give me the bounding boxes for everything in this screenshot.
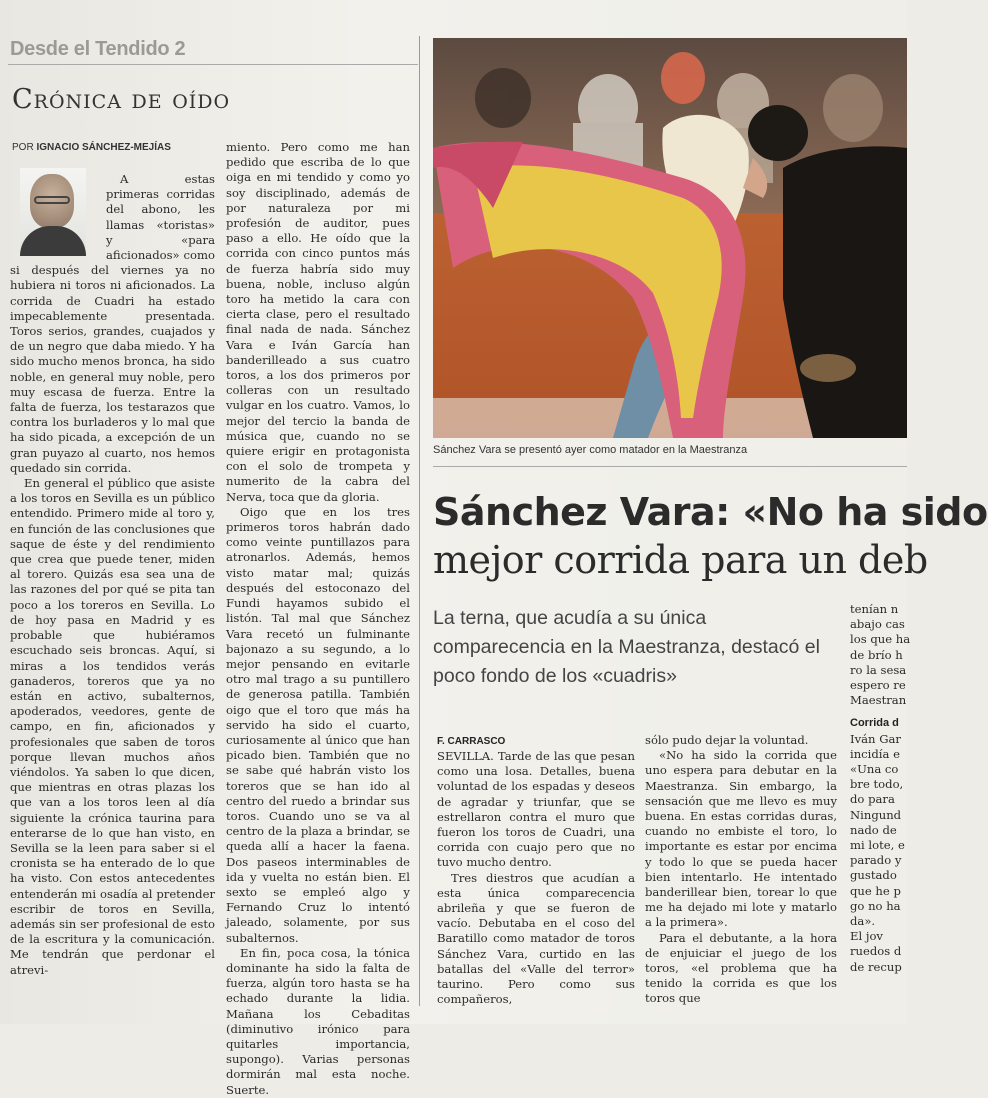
- bullfight-photo: [433, 38, 907, 438]
- col3-line: El jov: [850, 929, 883, 944]
- col3-line: abajo cas: [850, 617, 905, 632]
- col4-paragraph-2: Tres diestros que acudían a esta única comparecencia abrileña y que se fueron de vacío. Debutaba en el coso del Baratillo como matador de toros Sánchez Vara, curtido en las batallas del «Valle del terror» taurino. Pero como sus compañeros,: [437, 870, 635, 1007]
- article-text-col5: [645, 733, 837, 1007]
- col3-line: incidía e: [850, 746, 900, 761]
- col4-paragraph-1: SEVILLA. Tarde de las que pesan como una losa. Detalles, buena voluntad de los espadas y deseos de agradar y triunfar, que se estrellaron contra el muro que fueron los toros de Cuadri, una corrida con cuajo pero que no tuvo mucho dentro.: [437, 749, 635, 870]
- col2-paragraph-1: miento. Pero como me han pedido que escriba de lo que oiga en mi tendido y como yo soy disciplinado, además de por naturaleza por mi profesión de auditor, pues paso a ello. He oído que la corrida con cinco puntos más de fuerza habría sido muy buena, noble, incluso algún toro ha metido la cara con cierta clase, pero el resultado final nada de nada. Sánchez Vara e Iván García han banderilleado a sus cuatro toros, a los dos primeros por colleras con un resultado vulgar en los cuatro. Vamos, lo mejor del tercio la banda de música que, cuando no se quiere erigir en protagonista con el solo de trompeta y numerito de la cabra del Nerva, toca que da gloria.: [226, 140, 410, 504]
- column-separator: [419, 36, 420, 1006]
- col3-line: de brío h: [850, 647, 903, 662]
- column-title: Crónica de oído: [12, 84, 231, 115]
- col2-paragraph-2: Oigo que en los tres primeros toros habrán dado como veinte puntillazos para atronarlos. Además, hemos visto matar mal; quizás después del estoconazo del Fundi hayamos subido el listón. Tal mal que Sánchez Vara recetó un fulminante bajonazo a su segundo, a lo mejor pensando en evitarle otro mal trago a su puntillero de generosa patilla. También oigo que el toro que más ha servido ha sido el cuarto, curiosamente al único que han picado bien. También que no se sabe qué habrán visto los toreros que se han ido al centro del ruedo a brindar sus toros. Cuando uno se va al centro de la plaza a brindar, se queda allí a hacer la faena. Dos paseos interminables de ida y vuelta no están bien. El sexto se empleó algo y Fernando Cruz lo intentó jaleado, solamente, por sus subalternos.: [226, 504, 410, 945]
- col3-line: que he p: [850, 883, 901, 898]
- col3-line: bre todo,: [850, 777, 904, 792]
- photo-caption: Sánchez Vara se presentó ayer como matador en la Maestranza: [433, 444, 748, 456]
- headline-line-1: Sánchez Vara: «No ha sido: [433, 490, 988, 534]
- headline-line-2: mejor corrida para un deb: [433, 538, 928, 582]
- article-headline: [433, 488, 988, 584]
- col5-paragraph-3: Para el debutante, a la hora de enjuiciar el juego de los toros, «el problema que ha tenido la corrida es que los toros que: [645, 930, 837, 1006]
- col3-line: gustado: [850, 868, 897, 883]
- article-text-col4: [437, 749, 635, 1007]
- col3-line: Iván Gar: [850, 731, 901, 746]
- col3-line: ro la sesa: [850, 662, 907, 677]
- article-author: F. CARRASCO: [437, 736, 506, 747]
- col3-line: «Una co: [850, 762, 899, 777]
- col1-paragraph-1: A estas primeras corridas del abono, les llamas «toristas» y «para aficionados» como si después del viernes ya no hubiera ni toros ni aficionados. La corrida de Cuadri ha estado impecablemente presentada. Toros serios, grandes, cuajados y de un negro que daba miedo. Y ha sido mucho menos bronca, ha sido noble, en general muy noble, pero muy escasa de fuerza. Entre la falta de fuerza, los testarazos que contra los burladeros y lo mal que ha sido picada, a excepción de un gran puyazo al cuarto, nos hemos quedado sin corrida.: [10, 172, 215, 475]
- col3-line: da».: [850, 914, 876, 929]
- byline-author: IGNACIO SÁNCHEZ-MEJÍAS: [36, 142, 171, 153]
- col3-line: do para: [850, 792, 895, 807]
- col3-line: tenían n: [850, 602, 899, 616]
- caption-rule: [433, 466, 907, 467]
- col3-line: Maestran: [850, 693, 907, 708]
- col5-paragraph-1: sólo pudo dejar la voluntad.: [645, 733, 809, 747]
- article-subhead: La terna, que acudía a su única comparecencia en la Maestranza, destacó el poco fondo de los «cuadris»: [433, 607, 820, 687]
- column-text-col1: [10, 172, 215, 978]
- section-rule: [8, 64, 418, 65]
- article-text-col3: [850, 602, 910, 975]
- col3-line: espero re: [850, 678, 906, 693]
- column-text-col2: [226, 140, 410, 1098]
- col3-line: los que ha: [850, 632, 911, 647]
- col3-line: parado y: [850, 853, 902, 868]
- col3-line: ruedos d: [850, 944, 902, 959]
- section-tag: Desde el Tendido 2: [10, 38, 186, 60]
- col3-heading: Corrida d: [850, 717, 899, 730]
- col3-line: nado de: [850, 822, 897, 837]
- byline-prefix: POR: [12, 142, 34, 153]
- col3-line: de recup: [850, 959, 902, 974]
- col1-paragraph-2: En general el público que asiste a los toros en Sevilla es un público entendido. Primero mide al toro y, en función de las conclusiones que saque de éste y del rendimiento que crea que puede tener, miden al torero. Quizás esa sea una de las razones del por qué se pita tan poco a los toreros en Sevilla. Lo de hoy pasa en Madrid y es probable que hubiéramos escuchado seis broncas. Aquí, si miras a los tendidos verás ganaderos, toreros que ya no están en activo, subalternos, apoderados, veedores, gente de campo, en fin, aficionados y profesionales que saben de toros porque llevan muchos años viéndolos. Ya saben lo que dicen, que mientras en otras plazas los que van a los toros leen al día siguiente la crónica taurina para enterarse de lo que han visto, en Sevilla se la leen para saber si el cronista se ha enterado de lo que ha visto. Con estos antecedentes entenderán mi osadía al pretender escribir de toros en Sevilla, además sin ser profesional de esto de la escritura y la comunicación. Me tendrán que perdonar el atrevi-: [10, 476, 215, 977]
- col5-paragraph-2: «No ha sido la corrida que uno espera para debutar en la Maestranza. Sin embargo, la sensación que me llevo es muy buena. En estas corridas duras, cuando no embiste el toro, lo importante es estar por encima y todo lo que se pueda hacer bien intentarlo. He intentado banderillear bien, torear lo que me ha dejado mi lote y matarlo a la primera».: [645, 748, 837, 930]
- col3-line: go no ha: [850, 898, 901, 913]
- column-byline: [12, 142, 171, 153]
- col3-line: Ningund: [850, 807, 902, 822]
- col2-paragraph-3: En fin, poca cosa, la tónica dominante ha sido la falta de fuerza, algún toro hasta se ha echado durante la lidia. Mañana los Cebaditas (diminutivo irónico para quitarles importancia, supongo). Varias personas dormirán mal esta noche. Suerte.: [226, 945, 410, 1097]
- col3-line: mi lote, e: [850, 838, 905, 853]
